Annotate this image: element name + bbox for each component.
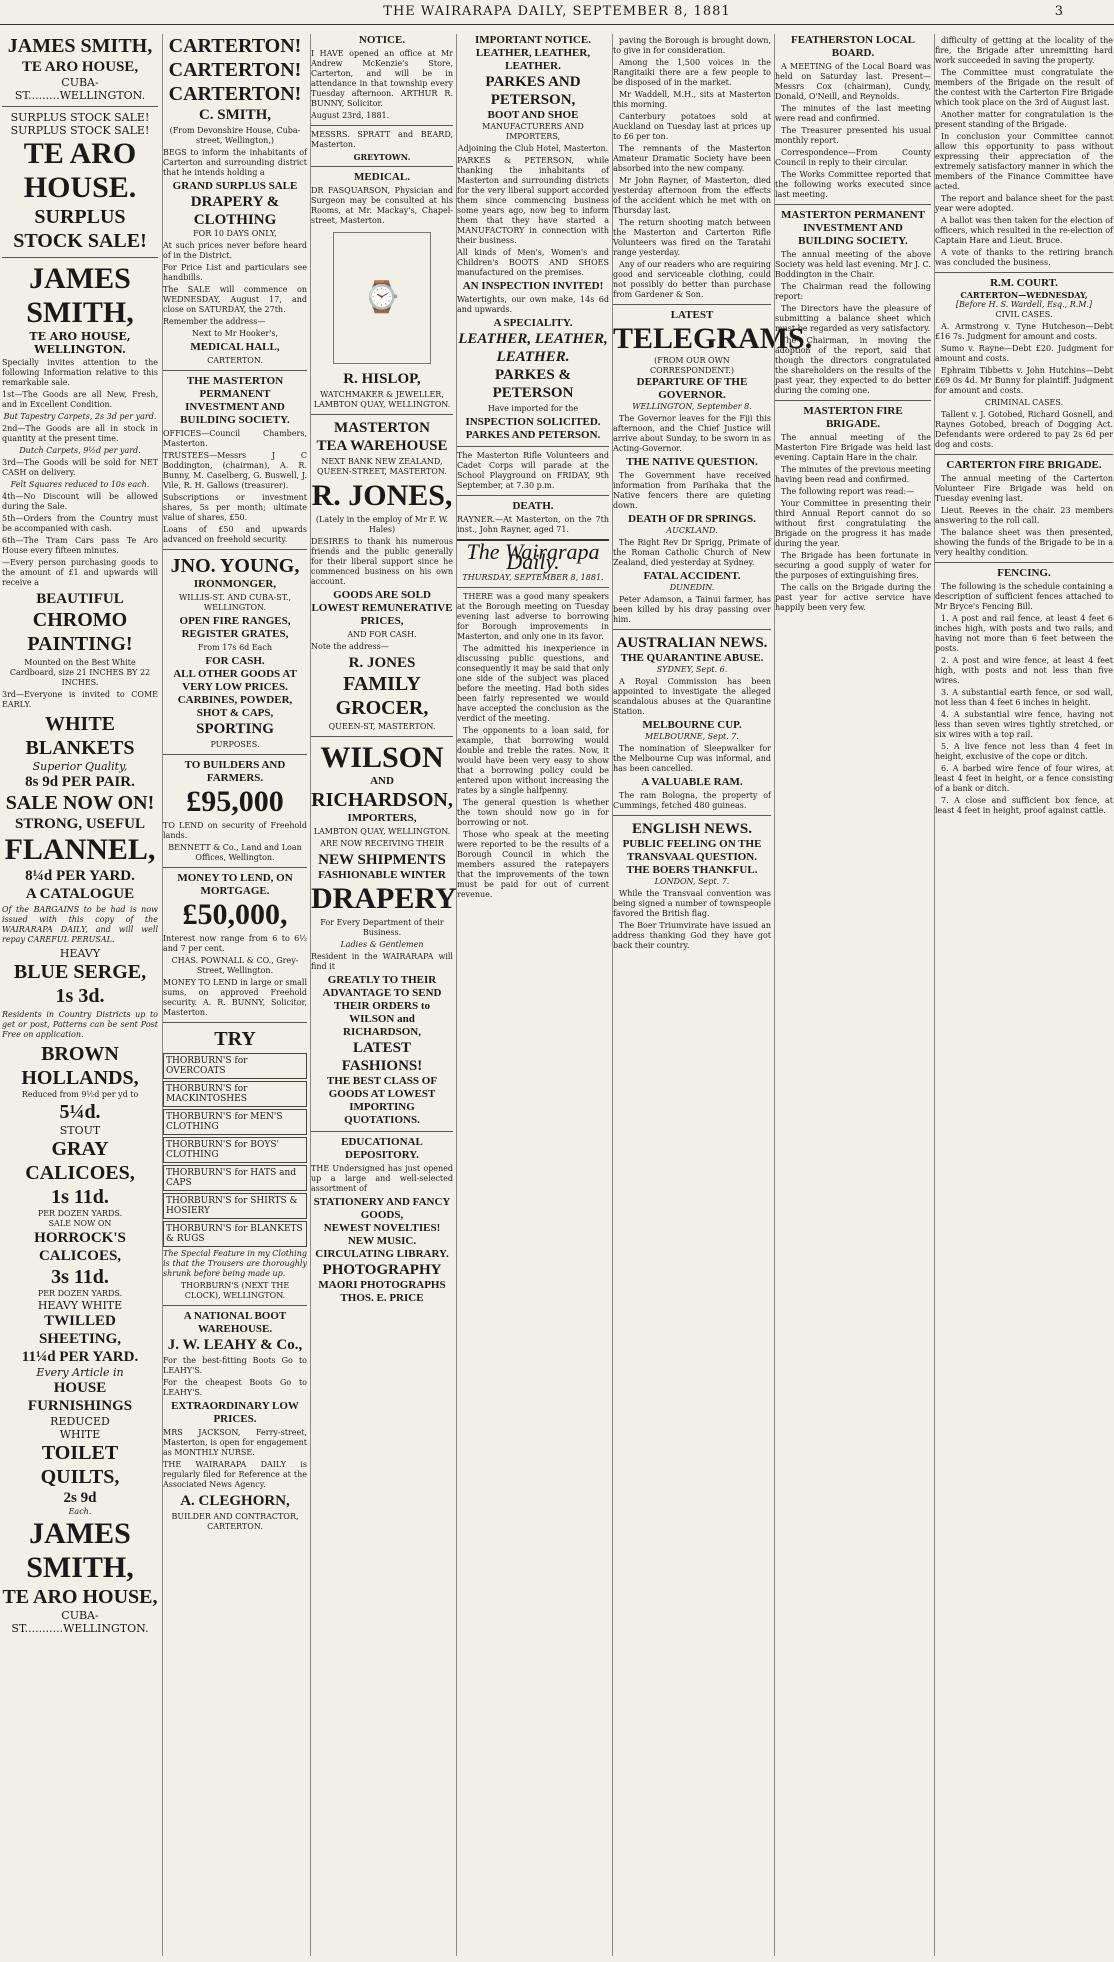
ad-heading: 5¼d. xyxy=(59,1101,101,1123)
watch-icon: ⌚ xyxy=(363,280,401,315)
article-paragraph: The Boer Triumvirate have issued an address thanking God they have got back their country. xyxy=(613,921,771,950)
ad-text: 4th—No Discount will be allowed during the Sale. xyxy=(2,492,158,511)
ad-heading: PHOTOGRAPHY xyxy=(322,1262,442,1278)
ad-heading: LATEST FASHIONS! xyxy=(341,1040,423,1074)
ad-text: Ladies & Gentlemen xyxy=(340,940,424,949)
ad-list-item: THORBURN'S for OVERCOATS xyxy=(163,1053,307,1079)
ad-text: I HAVE opened an office at Mr Andrew McKenzie's Store, Carterton, and will be in attendance in that township every Tuesday afternoon. ARTHUR R. BUNNY, Solicitor. xyxy=(311,49,453,108)
ad-heading: A SPECIALITY. xyxy=(493,317,573,329)
ad-text: From 17s 6d Each xyxy=(197,643,273,652)
ad-text: 3rd—The Goods will be sold for NET CASH on delivery. xyxy=(2,458,158,477)
ad-text: Dutch Carpets, 9½d per yard. xyxy=(19,446,141,455)
section-heading: R.M. COURT. xyxy=(990,277,1058,289)
article-paragraph: The annual meeting of the above Society was held last evening. Mr J. C. Boddington in the Chair. xyxy=(775,250,931,279)
column-5-news xyxy=(612,34,813,1956)
news-heading: PUBLIC FEELING ON THE TRANSVAAL QUESTION. xyxy=(622,838,762,863)
article-paragraph: 2. A post and wire fence, at least 4 feet high, with posts and not less than five wires. xyxy=(935,656,1113,685)
article-paragraph: Correspondence—From County Council in reply to their circular. xyxy=(775,148,931,167)
issue-date: THURSDAY, SEPTEMBER 8, 1881. xyxy=(462,573,604,582)
ad-line: Reduced from 9½d per yd to xyxy=(21,1090,139,1099)
ad-heading: ALL OTHER GOODS AT VERY LOW PRICES. xyxy=(173,668,297,693)
ad-line: Superior Quality, xyxy=(32,760,128,773)
ad-text: 3rd—Everyone is invited to COME EARLY. xyxy=(2,690,158,709)
ad-heading: IMPORTERS, xyxy=(347,812,417,824)
court-presiding: [Before H. S. Wardell, Esq., R.M.] xyxy=(955,300,1093,309)
ad-text: The SALE will commence on WEDNESDAY, August 17, and close on SATURDAY, the 27th. xyxy=(163,285,307,314)
article-paragraph: 6. A barbed wire fence of four wires, at least 4 feet in height, or a fence consisting of a bank or ditch. xyxy=(935,764,1113,793)
column-1-te-aro-house xyxy=(2,34,158,1956)
ad-heading: 8¼d PER YARD. xyxy=(25,868,135,884)
article-paragraph: THERE was a good many speakers at the Borough meeting on Tuesday evening last adverse to borrowing for Borough improvements in Masterton, and only one in its favor. xyxy=(457,592,609,641)
ad-heading: OPEN FIRE RANGES, xyxy=(179,615,291,627)
article-paragraph: 7. A close and sufficient box fence, at least 4 feet in height, proof against cattle. xyxy=(935,796,1113,815)
article-paragraph: Among the 1,500 voices in the Rangitaiki there are a few people to be disposed of in the market. xyxy=(613,58,771,87)
article-paragraph: Peter Adamson, a Tainui farmer, has been killed by his dray passing over him. xyxy=(613,595,771,624)
article-paragraph: The remnants of the Masterton Amateur Dramatic Society have been absorbed into the new company. xyxy=(613,144,771,173)
article-paragraph: The general question is whether the town should now go in for borrowing or not. xyxy=(457,798,609,827)
news-heading: FATAL ACCIDENT. xyxy=(643,570,741,582)
ad-heading: LEATHER, LEATHER, LEATHER. xyxy=(458,331,608,365)
ad-heading: LOWEST REMUNERATIVE PRICES, xyxy=(311,602,453,627)
ad-text: Next to Mr Hooker's, xyxy=(192,329,278,338)
article-paragraph: Sumo v. Rayne—Debt £20. Judgment for amount and costs. xyxy=(935,344,1113,363)
ad-heading: RICHARDSON, xyxy=(311,789,453,811)
news-heading: A VALUABLE RAM. xyxy=(641,776,743,788)
ad-heading: SURPLUS STOCK SALE! xyxy=(13,206,147,252)
dateline: AUCKLAND. xyxy=(666,526,718,535)
ad-heading: SPORTING xyxy=(196,721,274,737)
article-paragraph: Mr John Rayner, of Masterton, died yesterday afternoon from the effects of the accident which he met with on Thursday last. xyxy=(613,176,771,215)
ad-line: HEAVY xyxy=(59,947,101,960)
ad-heading: FASHIONABLE WINTER xyxy=(318,869,446,881)
ad-heading: MASTERTON xyxy=(334,420,430,436)
news-heading: DEATH OF DR SPRINGS. xyxy=(628,513,756,525)
article-paragraph: The following report was read:— xyxy=(781,487,915,496)
ad-heading: IMPORTANT NOTICE. xyxy=(475,34,591,46)
column-6-reports xyxy=(774,34,931,1956)
ad-text: August 23rd, 1881. xyxy=(311,111,390,120)
ad-text: Adjoining the Club Hotel, Masterton. xyxy=(457,144,609,153)
article-paragraph: The admitted his inexperience in discussing public questions, and consequently it may be said that only one side of the subject was placed before the meeting. Had both sides been fairly represented we would have accepted the conclusion as the verdict of the meeting. xyxy=(457,644,609,723)
article-paragraph: The balance sheet was then presented, showing the funds of the Brigade to be in a very healthy condition. xyxy=(935,528,1113,557)
ad-heading: MAORI PHOTOGRAPHS xyxy=(318,1279,446,1291)
ad-address: CUBA-ST...........WELLINGTON. xyxy=(11,1609,149,1635)
page-number: 3 xyxy=(1054,4,1064,19)
article-paragraph: The calls on the Brigade during the past year for active service have happily been very few. xyxy=(775,583,931,612)
ad-heading: INSPECTION SOLICITED. xyxy=(465,416,601,428)
ad-heading: LEATHER, LEATHER, LEATHER. xyxy=(475,47,591,72)
ad-text: QUEEN-ST, MASTERTON. xyxy=(328,722,436,731)
ad-text: Resident in the WAIRARAPA will find it xyxy=(311,952,453,971)
ad-text: BENNETT & Co., Land and Loan Offices, Wellington. xyxy=(168,843,302,862)
ad-heading: FLANNEL, xyxy=(4,833,156,866)
ad-text: THE Undersigned has just opened up a large and well-selected assortment of xyxy=(311,1164,453,1193)
ad-heading: SALE NOW ON! xyxy=(5,792,155,814)
section-heading: MASTERTON FIRE BRIGADE. xyxy=(803,405,903,430)
ad-heading: PARKES AND PETERSON, xyxy=(485,74,581,108)
article-paragraph: While the Transvaal convention was being signed a number of townspeople favored the British flag. xyxy=(613,889,771,918)
ad-heading: GREATLY TO THEIR ADVANTAGE TO SEND THEIR ORDERS to WILSON and RICHARDSON, xyxy=(322,974,442,1038)
ad-text: MONEY TO LEND in large or small sums, on approved Freehold security. A. R. BUNNY, Solicitor, Masterton. xyxy=(163,978,307,1017)
ad-heading: NEW MUSIC. xyxy=(347,1235,417,1247)
ad-heading: TOILET QUILTS, xyxy=(40,1442,120,1488)
column-3-advertisements xyxy=(310,34,457,1956)
ad-heading: IRONMONGER, xyxy=(193,578,277,590)
ad-heading: GRAY CALICOES, xyxy=(25,1138,135,1184)
article-paragraph: The report and balance sheet for the past year were adopted. xyxy=(935,194,1113,213)
ad-heading: TWILLED SHEETING, xyxy=(38,1313,122,1347)
ad-text: THORBURN'S (NEXT THE CLOCK), WELLINGTON. xyxy=(180,1281,290,1300)
ad-text: CHAS. POWNALL & CO., Grey-Street, Wellington. xyxy=(171,956,299,975)
ad-text: 2nd—The Goods are all in stock in quantity at the present time. xyxy=(2,424,158,443)
ad-text: OFFICES—Council Chambers, Masterton. xyxy=(163,429,307,448)
ad-heading: HOUSE FURNISHINGS xyxy=(27,1380,133,1414)
ad-heading: FAMILY GROCER, xyxy=(335,673,429,719)
ad-heading: TE ARO HOUSE, xyxy=(21,59,139,75)
news-heading: THE BOERS THANKFUL. xyxy=(626,864,758,876)
article-paragraph: 3. A substantial earth fence, or sod wall, not less than 4 feet 6 inches in height. xyxy=(935,688,1113,707)
article-paragraph: The Works Committee reported that the following works executed since last meeting. xyxy=(775,170,931,199)
section-heading: CARTERTON FIRE BRIGADE. xyxy=(946,459,1102,471)
dateline: WELLINGTON, September 8. xyxy=(632,402,752,411)
ad-text: For Every Department of their Business. xyxy=(320,918,444,937)
ad-heading: MONEY TO LEND, ON MORTGAGE. xyxy=(177,872,293,897)
article-paragraph: The Treasurer presented his usual monthly report. xyxy=(775,126,931,145)
ad-address: CUBA-ST.........WELLINGTON. xyxy=(14,76,146,102)
ad-text: TRUSTEES—Messrs J C Boddington, (chairman), A. R. Bunny, M. Caselberg, G. Buswell, J. Vile, R. H. Gallows (treasurer). xyxy=(163,451,307,490)
ad-text: But Tapestry Carpets, 2s 3d per yard. xyxy=(3,412,157,421)
article-paragraph: The nomination of Sleepwalker for the Melbourne Cup was informal, and has been cancelled. xyxy=(613,744,771,773)
section-subheading: CIVIL CASES. xyxy=(995,310,1053,319)
ad-line: GREYTOWN. xyxy=(353,152,411,162)
ad-heading: A. CLEGHORN, xyxy=(180,1493,290,1509)
ad-heading: BROWN HOLLANDS, xyxy=(21,1043,139,1089)
ad-heading: REGISTER GRATES, xyxy=(181,628,289,640)
ad-line: WHITE xyxy=(59,1428,101,1441)
ad-text: ARE NOW RECEIVING THEIR xyxy=(320,839,444,848)
column-4-leader xyxy=(456,34,609,1956)
ad-text: For Price List and particulars see handbills. xyxy=(163,263,307,282)
ad-heading: 1s 3d. xyxy=(55,985,105,1007)
article-paragraph: The Committee must congratulate the members of the Brigade on the result of the contest with the Carterton Fire Brigade which took place on the 3rd of August last. xyxy=(935,68,1113,107)
ad-heading: MEDICAL. xyxy=(354,171,410,183)
news-heading: DEPARTURE OF THE GOVERNOR. xyxy=(636,376,748,401)
ad-list-item: THORBURN'S for MACKINTOSHES xyxy=(163,1081,307,1107)
ad-text: Note the address— xyxy=(311,642,389,651)
ad-heading: R. HISLOP, xyxy=(343,371,421,387)
ad-list-item: THORBURN'S for HATS and CAPS xyxy=(163,1165,307,1191)
ad-heading: 3s 11d. xyxy=(51,1266,109,1288)
article-paragraph: Another matter for congratulation is the present standing of the Brigade. xyxy=(935,110,1113,129)
ad-heading: CHROMO PAINTING! xyxy=(27,609,133,655)
ad-text: 5th—Orders from the Country must be accompanied with cash. xyxy=(2,514,158,533)
article-paragraph: The minutes of the last meeting were read and confirmed. xyxy=(775,104,931,123)
ad-text: AND FOR CASH. xyxy=(347,630,417,639)
article-paragraph: paving the Borough is brought down, to give in for consideration. xyxy=(613,36,771,55)
ad-heading: BLUE SERGE, xyxy=(13,961,147,983)
ad-heading: THOS. E. PRICE xyxy=(340,1292,424,1304)
ad-text: THE WAIRARAPA DAILY is regularly filed for Reference at the Associated News Agency. xyxy=(163,1460,307,1489)
ad-heading: PARKES & PETERSON xyxy=(492,367,574,401)
article-paragraph: 1. A post and rail fence, at least 4 feet 6 inches high, with posts and two rails, and having not more than 6 feet between the posts. xyxy=(935,614,1113,653)
section-subheading: CARTERTON—WEDNESDAY, xyxy=(960,290,1088,300)
ad-heading: HORROCK'S CALICOES, xyxy=(34,1230,126,1264)
ad-text: Loans of £50 and upwards advanced on freehold security. xyxy=(163,525,307,544)
article-paragraph: The Government have received information from Parihaka that the Native fencers there are quieting down. xyxy=(613,471,771,510)
article-paragraph: The Brigade has been fortunate in securing a good supply of water for the purposes of extinguishing fires. xyxy=(775,551,931,580)
ad-text: TO LEND on security of Freehold lands. xyxy=(163,821,307,840)
article-paragraph: Ephraim Tibbetts v. John Hutchins—Debt £69 0s 4d. Mr Bunny for plaintiff. Judgment for amount and costs. xyxy=(935,366,1113,395)
ad-text: DESIRES to thank his numerous friends and the public generally for their liberal support since he commenced business on his own account. xyxy=(311,537,453,586)
ad-heading: CARTERTON! xyxy=(168,35,302,57)
ad-text: CARTERTON. xyxy=(207,356,263,365)
ad-heading: CARBINES, POWDER, SHOT & CAPS, xyxy=(177,694,293,719)
ad-heading: THE MASTERTON PERMANENT INVESTMENT AND BUILDING SOCIETY. xyxy=(180,375,290,426)
ad-line: TE ARO HOUSE, WELLINGTON. xyxy=(29,330,131,356)
ad-text: Residents in Country Districts up to get or post, Patterns can be sent Post Free on application. xyxy=(2,1010,158,1039)
ad-heading: 8s 9d PER PAIR. xyxy=(25,774,135,790)
ad-text: Interest now range from 6 to 6½ and 7 per cent. xyxy=(163,934,307,953)
article-paragraph: Lieut. Reeves in the chair. 23 members answering to the roll call. xyxy=(935,506,1113,525)
ad-heading: A NATIONAL BOOT WAREHOUSE. xyxy=(183,1310,287,1335)
watch-illustration xyxy=(333,232,431,364)
running-head xyxy=(0,4,1114,25)
news-heading: MELBOURNE CUP. xyxy=(642,719,742,731)
ad-heading: A CATALOGUE xyxy=(25,886,135,902)
ad-heading: J. W. LEAHY & Co., xyxy=(167,1337,303,1353)
ad-heading: EXTRAORDINARY LOW PRICES. xyxy=(171,1400,299,1425)
article-paragraph: Tallent v. J. Gotobed, Richard Gosnell, and Raynes Gotobed, breach of Dogging Act. Defendants were ordered to pay 2s 6d per dog and costs. xyxy=(935,410,1113,449)
article-paragraph: A vote of thanks to the retiring branch was concluded the business. xyxy=(935,248,1113,267)
column-2-advertisements xyxy=(162,34,307,1956)
ad-heading: DRAPERY xyxy=(311,882,457,915)
ad-line: Each. xyxy=(68,1507,92,1516)
ad-text: 6th—The Tram Cars pass Te Aro House every fifteen minutes. xyxy=(2,536,158,555)
article-paragraph: The return shooting match between the Masterton and Carterton Rifle Volunteers was fired on the Taratahi range yesterday. xyxy=(613,218,771,257)
article-paragraph: Your Committee in presenting their third Annual Report cannot do so without first congratulating the Brigade on the progress it has made during the year. xyxy=(775,499,931,548)
article-paragraph: The annual meeting of the Masterton Fire Brigade was held last evening. Captain Hare in the chair. xyxy=(775,433,931,462)
ad-text: PARKES & PETERSON, while thanking the inhabitants of Masterton and surrounding districts for the very liberal support accorded them since commencing business some years ago, now beg to inform them that they have started a MANUFACTORY in connection with their business. xyxy=(457,156,609,245)
ad-text: BUILDER AND CONTRACTOR, CARTERTON. xyxy=(171,1512,299,1531)
article-paragraph: difficulty of getting at the locality of the fire, the Brigade after unremitting hard work succeeded in saving the property. xyxy=(935,36,1113,65)
ad-text: DR FASQUARSON, Physician and Surgeon may be consulted at his Rooms, at Mr. Mackay's, Chapel-street, Masterton. xyxy=(311,186,453,225)
section-subheading: (FROM OUR OWN CORRESPONDENT.) xyxy=(649,356,735,375)
ad-heading: THE BEST CLASS OF GOODS AT LOWEST IMPORTING QUOTATIONS. xyxy=(326,1075,438,1126)
ad-text: LAMBTON QUAY, WELLINGTON. xyxy=(313,827,451,836)
ad-text: The Masterton Rifle Volunteers and Cadet Corps will parade at the School Playground on FRIDAY, 9th September, at 7.30 p.m. xyxy=(457,451,609,490)
ad-line: PER DOZEN YARDS. xyxy=(37,1209,123,1218)
ad-heading: TRY xyxy=(214,1028,256,1050)
ad-line: PER DOZEN YARDS. xyxy=(37,1289,123,1298)
ad-heading: JAMES SMITH, xyxy=(7,35,153,57)
article-paragraph: 4. A substantial wire fence, having not less than seven wires tightly stretched, or six wires with a top rail. xyxy=(935,710,1113,739)
ad-heading: AN INSPECTION INVITED! xyxy=(462,280,604,292)
ad-heading: PARKES AND PETERSON. xyxy=(465,429,601,441)
ad-line: SURPLUS STOCK SALE! xyxy=(10,124,150,137)
ad-heading: DEATH. xyxy=(512,500,554,512)
ad-list-item: THORBURN'S for BLANKETS & RUGS xyxy=(163,1221,307,1247)
newspaper-title: The Wairarapa Daily. xyxy=(466,539,600,574)
ad-text: PURPOSES. xyxy=(210,740,260,749)
ad-text: NEXT BANK NEW ZEALAND, QUEEN-STREET, MASTERTON. xyxy=(317,457,447,476)
ad-line: STOUT xyxy=(59,1124,101,1137)
ad-heading: C. SMITH, xyxy=(198,107,272,123)
ad-heading: MEDICAL HALL, xyxy=(190,341,280,353)
dateline: LONDON, Sept. 7. xyxy=(654,877,730,886)
section-heading: FEATHERSTON LOCAL BOARD. xyxy=(791,34,915,59)
ad-text: WILLIS-ST. AND CUBA-ST., WELLINGTON. xyxy=(178,593,292,612)
article-paragraph: Any of our readers who are requiring good and serviceable clothing, could not possibly do better than purchase from Gardener & Son. xyxy=(613,260,771,299)
ad-heading: £95,000 xyxy=(186,785,284,818)
article-paragraph: 5. A live fence not less than 4 feet in height, exclusive of the cope or ditch. xyxy=(935,742,1113,761)
ad-heading: WILSON xyxy=(320,741,444,774)
ad-heading: JAMES SMITH, xyxy=(26,262,134,329)
ad-text: For the best-fitting Boots Go to LEAHY'S. xyxy=(163,1356,307,1375)
ad-text: All kinds of Men's, Women's and Children's BOOTS AND SHOES manufactured on the premises. xyxy=(457,248,609,277)
ad-list-item: THORBURN'S for MEN'S CLOTHING xyxy=(163,1109,307,1135)
ad-line: HEAVY WHITE xyxy=(37,1299,123,1312)
section-heading: MASTERTON PERMANENT INVESTMENT AND BUILDING SOCIETY. xyxy=(781,209,925,247)
dateline: MELBOURNE, Sept. 7. xyxy=(645,732,739,741)
ad-heading: £50,000, xyxy=(182,898,288,931)
ad-text: Specially invites attention to the following Information relative to this remarkable sale. xyxy=(2,358,158,387)
ad-heading: TE ARO HOUSE, xyxy=(2,1586,158,1608)
ad-line: FOR 10 DAYS ONLY, xyxy=(193,229,277,238)
article-paragraph: In conclusion your Committee cannot allow this opportunity to pass without expressing their appreciation of the extremely satisfactory manner in which the members of the Finance Committee have acted. xyxy=(935,132,1113,191)
article-paragraph: The ram Bologna, the property of Cummings, fetched 480 guineas. xyxy=(613,791,771,810)
news-heading: THE QUARANTINE ABUSE. xyxy=(620,652,764,664)
section-heading: AUSTRALIAN NEWS. xyxy=(616,635,768,651)
ad-text: MRS JACKSON, Ferry-street, Masterton, is open for engagement as MONTHLY NURSE. xyxy=(163,1428,307,1457)
article-paragraph: A. Armstrong v. Tyne Hutcheson—Debt £16 7s. Judgment for amount and costs. xyxy=(935,322,1113,341)
ad-text: MESSRS. SPRATT and BEARD, Masterton. xyxy=(311,130,453,149)
article-paragraph: A MEETING of the Local Board was held on Saturday last. Present—Messrs Cox (chairman), Cundy, Donald, O'Neill, and Reynolds. xyxy=(775,62,931,101)
section-heading: LATEST xyxy=(670,309,714,321)
ad-heading: CIRCULATING LIBRARY. xyxy=(315,1248,449,1260)
ad-heading: TO BUILDERS AND FARMERS. xyxy=(184,759,286,784)
ad-line: REDUCED xyxy=(50,1415,110,1428)
section-heading: FENCING. xyxy=(997,567,1051,579)
ad-text: Subscriptions or investment shares, 5s per month; ultimate value of shares, £50. xyxy=(163,493,307,522)
ad-heading: R. JONES xyxy=(348,655,416,671)
ad-text: RAYNER.—At Masterton, on the 7th inst., John Rayner, aged 71. xyxy=(457,515,609,534)
ad-text: Of the BARGAINS to be had is now issued with this copy of the WAIRARAPA DAILY, and will well repay CAREFUL PERUSAL. xyxy=(2,905,158,944)
article-paragraph: The Chairman read the following report: xyxy=(775,282,931,301)
ad-list-item: THORBURN'S for BOYS' CLOTHING xyxy=(163,1137,307,1163)
article-paragraph: The minutes of the previous meeting having been read and confirmed. xyxy=(775,465,931,484)
article-paragraph: The Directors have the pleasure of submitting a balance sheet which must be regarded as very satisfactory. xyxy=(775,304,931,333)
ad-text: 1st—The Goods are all New, Fresh, and in Excellent Condition. xyxy=(2,390,158,409)
section-heading: ENGLISH NEWS. xyxy=(631,821,753,837)
article-paragraph: The following is the schedule containing a description of sufficient fences attached to Mr Bryce's Fencing Bill. xyxy=(935,582,1113,611)
ad-text: BEGS to inform the inhabitants of Carterton and surrounding district that he intends holding a xyxy=(163,148,307,177)
ad-heading: 1s 11d. xyxy=(51,1186,109,1208)
ad-line: MANUFACTURERS AND IMPORTERS, xyxy=(482,122,584,141)
ad-heading: BOOT AND SHOE xyxy=(487,109,579,121)
ad-text: (From Devonshire House, Cuba-street, Wellington,) xyxy=(169,126,301,145)
dateline: SYDNEY, Sept. 6. xyxy=(656,665,728,674)
ad-heading: R. JONES, xyxy=(311,479,453,512)
column-7-court-and-fencing xyxy=(934,34,1113,1956)
ad-heading: 11¼d PER YARD. xyxy=(21,1349,139,1365)
ad-text: Watertights, our own make, 14s 6d and upwards. xyxy=(457,295,609,314)
ad-heading: GOODS ARE SOLD xyxy=(333,589,431,601)
ad-text: The Special Feature in my Clothing is that the Trousers are thoroughly shrunk before being made up. xyxy=(163,1249,307,1278)
dateline: DUNEDIN. xyxy=(669,583,715,592)
ad-heading: BEAUTIFUL xyxy=(36,591,124,607)
ad-text: Have imported for the xyxy=(487,404,579,413)
ad-line: SALE NOW ON xyxy=(48,1219,112,1228)
ad-heading: JAMES SMITH, xyxy=(26,1517,134,1584)
ad-heading: JNO. YOUNG, xyxy=(170,555,300,577)
article-paragraph: The Right Rev Dr Sprigg, Primate of the Roman Catholic Church of New Zealand, died yesterday at Sydney. xyxy=(613,538,771,567)
ad-heading: NEW SHIPMENTS xyxy=(318,852,446,868)
ad-line: Every Article in xyxy=(36,1366,124,1379)
ad-heading: TEA WAREHOUSE xyxy=(316,438,448,454)
section-heading: TELEGRAMS. xyxy=(613,322,813,355)
running-head-title: THE WAIRARAPA DAILY, SEPTEMBER 8, 1881 xyxy=(383,4,731,19)
section-subheading: CRIMINAL CASES. xyxy=(984,398,1064,407)
ad-heading: STATIONERY AND FANCY GOODS, xyxy=(313,1196,451,1221)
ad-heading: 2s 9d xyxy=(63,1490,97,1506)
ad-heading: NOTICE. xyxy=(358,34,406,46)
ad-text: (Lately in the employ of Mr F. W. Hales) xyxy=(315,515,449,534)
ad-list-item: THORBURN'S for SHIRTS & HOSIERY xyxy=(163,1193,307,1219)
ad-heading: CARTERTON! xyxy=(168,83,302,105)
article-paragraph: Canterbury potatoes sold at Auckland on Tuesday last at prices up to £6 per ton. xyxy=(613,112,771,141)
ad-text: —Every person purchasing goods to the amount of £1 and upwards will receive a xyxy=(2,558,158,587)
article-paragraph: Those who speak at the meeting were reported to be the results of a Borough Council in which the members assured the ratepayers that the improvements of the town must be paid for out of current revenue. xyxy=(457,830,609,899)
ad-heading: NEWEST NOVELTIES! xyxy=(323,1222,441,1234)
article-paragraph: The Chairman, in moving the adoption of the report, said that though the directors congratulated the shareholders on the results of the past year, they expected to do better during the coming one. xyxy=(775,336,931,395)
article-paragraph: The opponents to a loan said, for example, that borrowing would double and treble the rates. Now, it would have been very easy to show that a borrowing policy could be entered upon without increasing the rates by a single halfpenny. xyxy=(457,726,609,795)
ad-heading: DRAPERY & CLOTHING xyxy=(190,194,280,228)
ad-text: Remember the address— xyxy=(163,317,266,326)
ad-heading: TE ARO HOUSE. xyxy=(23,137,137,204)
ad-text: At such prices never before heard of in the District. xyxy=(163,241,307,260)
article-paragraph: The Governor leaves for the Fiji this afternoon, and the Chief Justice will arrive about Sunday, to be sworn in as Acting-Governor. xyxy=(613,414,771,453)
article-paragraph: A Royal Commission has been appointed to investigate the alleged scandalous abuses at the Quarantine Station. xyxy=(613,677,771,716)
ad-heading: FOR CASH. xyxy=(205,655,265,667)
ad-heading: AND xyxy=(370,775,394,787)
ad-text: For the cheapest Boots Go to LEAHY'S. xyxy=(163,1378,307,1397)
ad-heading: GRAND SURPLUS SALE xyxy=(172,180,298,192)
news-heading: THE NATIVE QUESTION. xyxy=(626,456,758,468)
article-paragraph: A ballot was then taken for the election of officers, which resulted in the re-election of Captain Hare and Lieut. Bruce. xyxy=(935,216,1113,245)
ad-text: Felt Squares reduced to 10s each. xyxy=(10,480,150,489)
article-paragraph: Mr Waddell, M.H., sits at Masterton this morning. xyxy=(613,90,771,109)
ad-heading: WHITE BLANKETS xyxy=(25,713,135,759)
ad-line: SURPLUS STOCK SALE! xyxy=(10,111,150,124)
ad-heading: STRONG, USEFUL xyxy=(14,816,146,832)
ad-heading: CARTERTON! xyxy=(168,59,302,81)
article-paragraph: The annual meeting of the Carterton Volunteer Fire Brigade was held on Tuesday evening last. xyxy=(935,474,1113,503)
ad-text: WATCHMAKER & JEWELLER, LAMBTON QUAY, WELLINGTON. xyxy=(313,390,451,409)
ad-text: Mounted on the Best White Cardboard, size 21 INCHES BY 22 INCHES. xyxy=(9,658,151,687)
ad-heading: EDUCATIONAL DEPOSITORY. xyxy=(341,1136,423,1161)
